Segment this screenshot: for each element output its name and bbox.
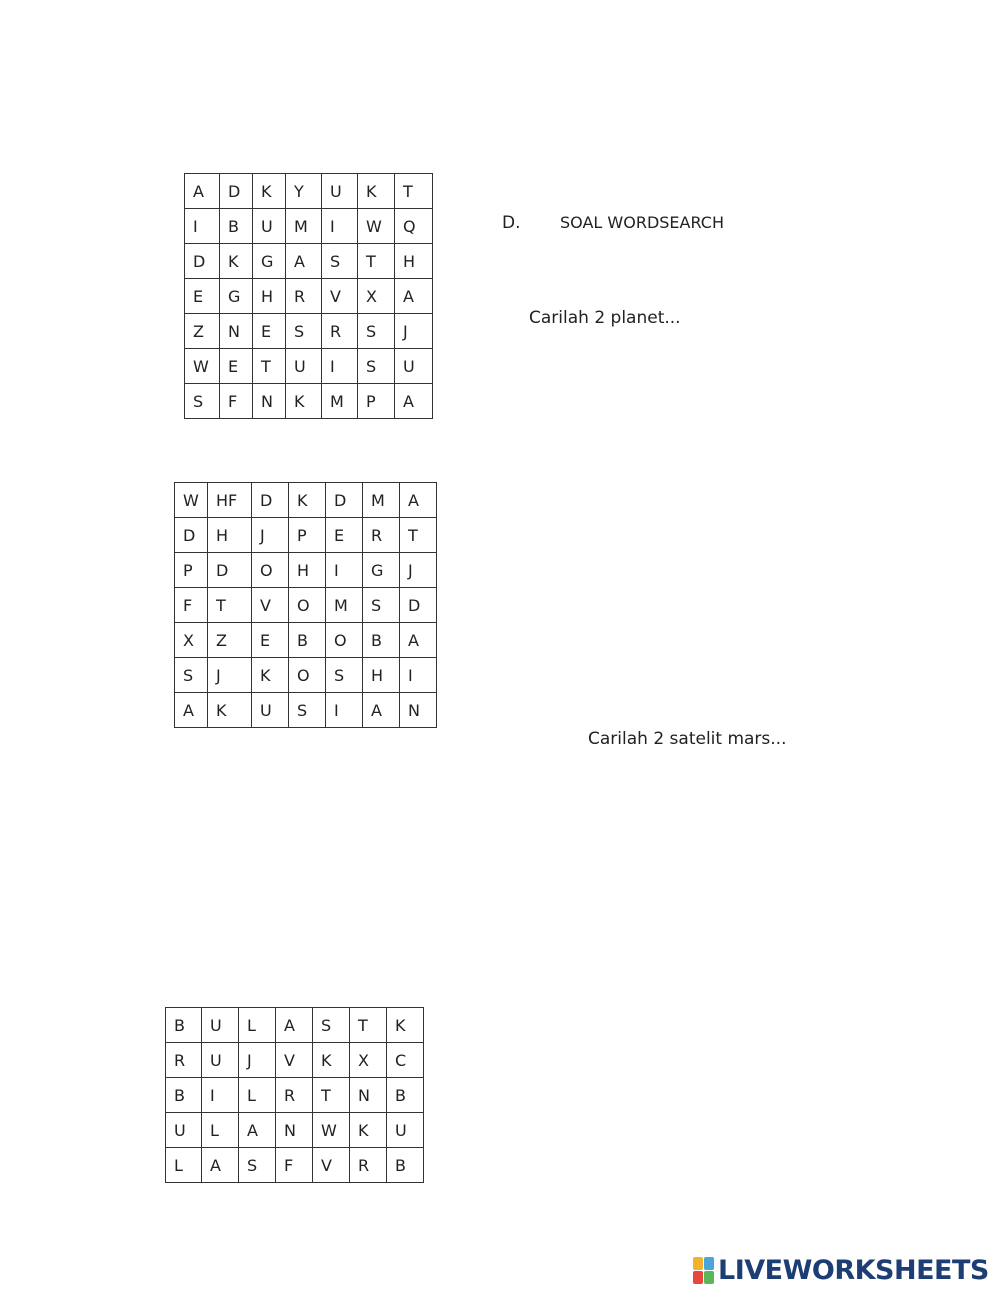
grid-cell: T [313, 1078, 350, 1113]
section-title: SOAL WORDSEARCH [560, 213, 724, 232]
grid-cell: R [350, 1148, 387, 1183]
grid-row [175, 658, 437, 693]
grid-cell: U [252, 693, 289, 728]
section-letter: D. [502, 213, 521, 233]
liveworksheets-logo [693, 1256, 989, 1284]
grid-row [175, 483, 437, 518]
grid-cell: W [185, 349, 220, 384]
grid-cell: Z [185, 314, 220, 349]
grid-cell: U [202, 1008, 239, 1043]
grid-cell: X [350, 1043, 387, 1078]
grid-cell: T [358, 244, 395, 279]
grid-row [175, 553, 437, 588]
grid-cell: K [313, 1043, 350, 1078]
grid-cell: N [276, 1113, 313, 1148]
grid-cell: B [387, 1148, 424, 1183]
grid-cell: W [175, 483, 208, 518]
grid-cell: E [185, 279, 220, 314]
grid-row [185, 349, 433, 384]
grid-row [185, 279, 433, 314]
grid-cell: U [286, 349, 322, 384]
grid-row [166, 1148, 424, 1183]
grid-cell: K [220, 244, 253, 279]
grid-cell: I [326, 553, 363, 588]
grid-cell: I [185, 209, 220, 244]
grid-cell: A [400, 483, 437, 518]
grid-cell: F [175, 588, 208, 623]
grid-cell: M [322, 384, 358, 419]
grid-cell: T [350, 1008, 387, 1043]
grid-row [185, 384, 433, 419]
grid-row [175, 588, 437, 623]
grid-cell: I [202, 1078, 239, 1113]
grid-cell: K [350, 1113, 387, 1148]
grid-cell: K [358, 174, 395, 209]
grid-row [166, 1078, 424, 1113]
grid-cell: S [326, 658, 363, 693]
grid-cell: J [239, 1043, 276, 1078]
grid-cell: E [253, 314, 286, 349]
grid-row [175, 518, 437, 553]
planets-grid [184, 173, 433, 419]
grid-cell: S [286, 314, 322, 349]
grid-cell: O [289, 658, 326, 693]
grid-cell: A [185, 174, 220, 209]
grid-cell: A [400, 623, 437, 658]
grid-cell: M [286, 209, 322, 244]
grid-cell: K [252, 658, 289, 693]
grid-row [175, 623, 437, 658]
grid-cell: K [208, 693, 252, 728]
grid-cell: S [358, 349, 395, 384]
grid-cell: U [395, 349, 433, 384]
grid-cell: S [313, 1008, 350, 1043]
grid-cell: V [322, 279, 358, 314]
grid-cell: I [322, 349, 358, 384]
grid-cell: E [252, 623, 289, 658]
grid-cell: I [322, 209, 358, 244]
third-grid [165, 1007, 424, 1183]
grid-cell: HF [208, 483, 252, 518]
grid-row [166, 1043, 424, 1078]
grid-cell: T [253, 349, 286, 384]
grid-cell: B [166, 1078, 202, 1113]
grid-cell: O [326, 623, 363, 658]
grid-cell: S [358, 314, 395, 349]
logo-blocks-icon [693, 1257, 714, 1284]
grid-cell: R [276, 1078, 313, 1113]
grid-row [166, 1008, 424, 1043]
grid-cell: I [326, 693, 363, 728]
grid-cell: T [400, 518, 437, 553]
grid-cell: K [253, 174, 286, 209]
grid-cell: A [395, 384, 433, 419]
instruction-mars-satellites: Carilah 2 satelit mars... [588, 729, 787, 749]
grid-cell: T [208, 588, 252, 623]
grid-cell: B [363, 623, 400, 658]
grid-cell: R [363, 518, 400, 553]
grid-cell: H [395, 244, 433, 279]
grid-cell: N [350, 1078, 387, 1113]
grid-cell: S [175, 658, 208, 693]
grid-cell: L [166, 1148, 202, 1183]
grid-cell: H [253, 279, 286, 314]
grid-cell: F [220, 384, 253, 419]
grid-cell: S [185, 384, 220, 419]
grid-cell: X [358, 279, 395, 314]
grid-cell: D [185, 244, 220, 279]
grid-cell: N [220, 314, 253, 349]
grid-cell: A [202, 1148, 239, 1183]
grid-cell: V [252, 588, 289, 623]
grid-cell: H [208, 518, 252, 553]
grid-cell: Z [208, 623, 252, 658]
grid-cell: P [175, 553, 208, 588]
grid-cell: J [252, 518, 289, 553]
grid-cell: D [208, 553, 252, 588]
grid-cell: K [286, 384, 322, 419]
grid-cell: U [166, 1113, 202, 1148]
grid-cell: J [395, 314, 433, 349]
grid-cell: I [400, 658, 437, 693]
grid-cell: D [252, 483, 289, 518]
grid-row [185, 209, 433, 244]
grid-cell: W [313, 1113, 350, 1148]
grid-cell: S [289, 693, 326, 728]
grid-cell: P [289, 518, 326, 553]
grid-cell: S [239, 1148, 276, 1183]
grid-cell: K [289, 483, 326, 518]
grid-cell: Q [395, 209, 433, 244]
grid-cell: W [358, 209, 395, 244]
grid-cell: B [387, 1078, 424, 1113]
grid-cell: S [363, 588, 400, 623]
grid-cell: U [322, 174, 358, 209]
grid-cell: G [363, 553, 400, 588]
grid-cell: M [363, 483, 400, 518]
grid-cell: B [166, 1008, 202, 1043]
grid-cell: G [220, 279, 253, 314]
grid-row [175, 693, 437, 728]
grid-cell: U [387, 1113, 424, 1148]
grid-cell: N [400, 693, 437, 728]
grid-cell: D [400, 588, 437, 623]
grid-cell: H [289, 553, 326, 588]
grid-cell: B [289, 623, 326, 658]
grid-row [185, 174, 433, 209]
grid-cell: H [363, 658, 400, 693]
grid-cell: R [166, 1043, 202, 1078]
grid-cell: F [276, 1148, 313, 1183]
grid-cell: Y [286, 174, 322, 209]
grid-cell: O [289, 588, 326, 623]
grid-cell: D [326, 483, 363, 518]
grid-cell: A [239, 1113, 276, 1148]
grid-cell: L [239, 1078, 276, 1113]
grid-cell: K [387, 1008, 424, 1043]
logo-text: LIVEWORKSHEETS [718, 1254, 989, 1286]
grid-cell: S [322, 244, 358, 279]
grid-row [166, 1113, 424, 1148]
grid-cell: E [220, 349, 253, 384]
grid-cell: A [276, 1008, 313, 1043]
grid-cell: A [175, 693, 208, 728]
grid-cell: X [175, 623, 208, 658]
grid-cell: L [202, 1113, 239, 1148]
grid-cell: D [175, 518, 208, 553]
grid-cell: V [276, 1043, 313, 1078]
grid-cell: U [202, 1043, 239, 1078]
grid-cell: J [208, 658, 252, 693]
grid-cell: R [322, 314, 358, 349]
grid-cell: P [358, 384, 395, 419]
grid-cell: G [253, 244, 286, 279]
grid-row [185, 244, 433, 279]
grid-cell: R [286, 279, 322, 314]
grid-cell: D [220, 174, 253, 209]
grid-cell: A [286, 244, 322, 279]
grid-cell: U [253, 209, 286, 244]
grid-cell: T [395, 174, 433, 209]
grid-cell: O [252, 553, 289, 588]
grid-cell: L [239, 1008, 276, 1043]
grid-cell: V [313, 1148, 350, 1183]
grid-cell: N [253, 384, 286, 419]
instruction-planets: Carilah 2 planet... [529, 308, 681, 328]
grid-cell: C [387, 1043, 424, 1078]
grid-cell: J [400, 553, 437, 588]
grid-cell: B [220, 209, 253, 244]
grid-cell: A [363, 693, 400, 728]
grid-cell: E [326, 518, 363, 553]
grid-row [185, 314, 433, 349]
grid-cell: M [326, 588, 363, 623]
satellites-grid [174, 482, 437, 728]
grid-cell: A [395, 279, 433, 314]
